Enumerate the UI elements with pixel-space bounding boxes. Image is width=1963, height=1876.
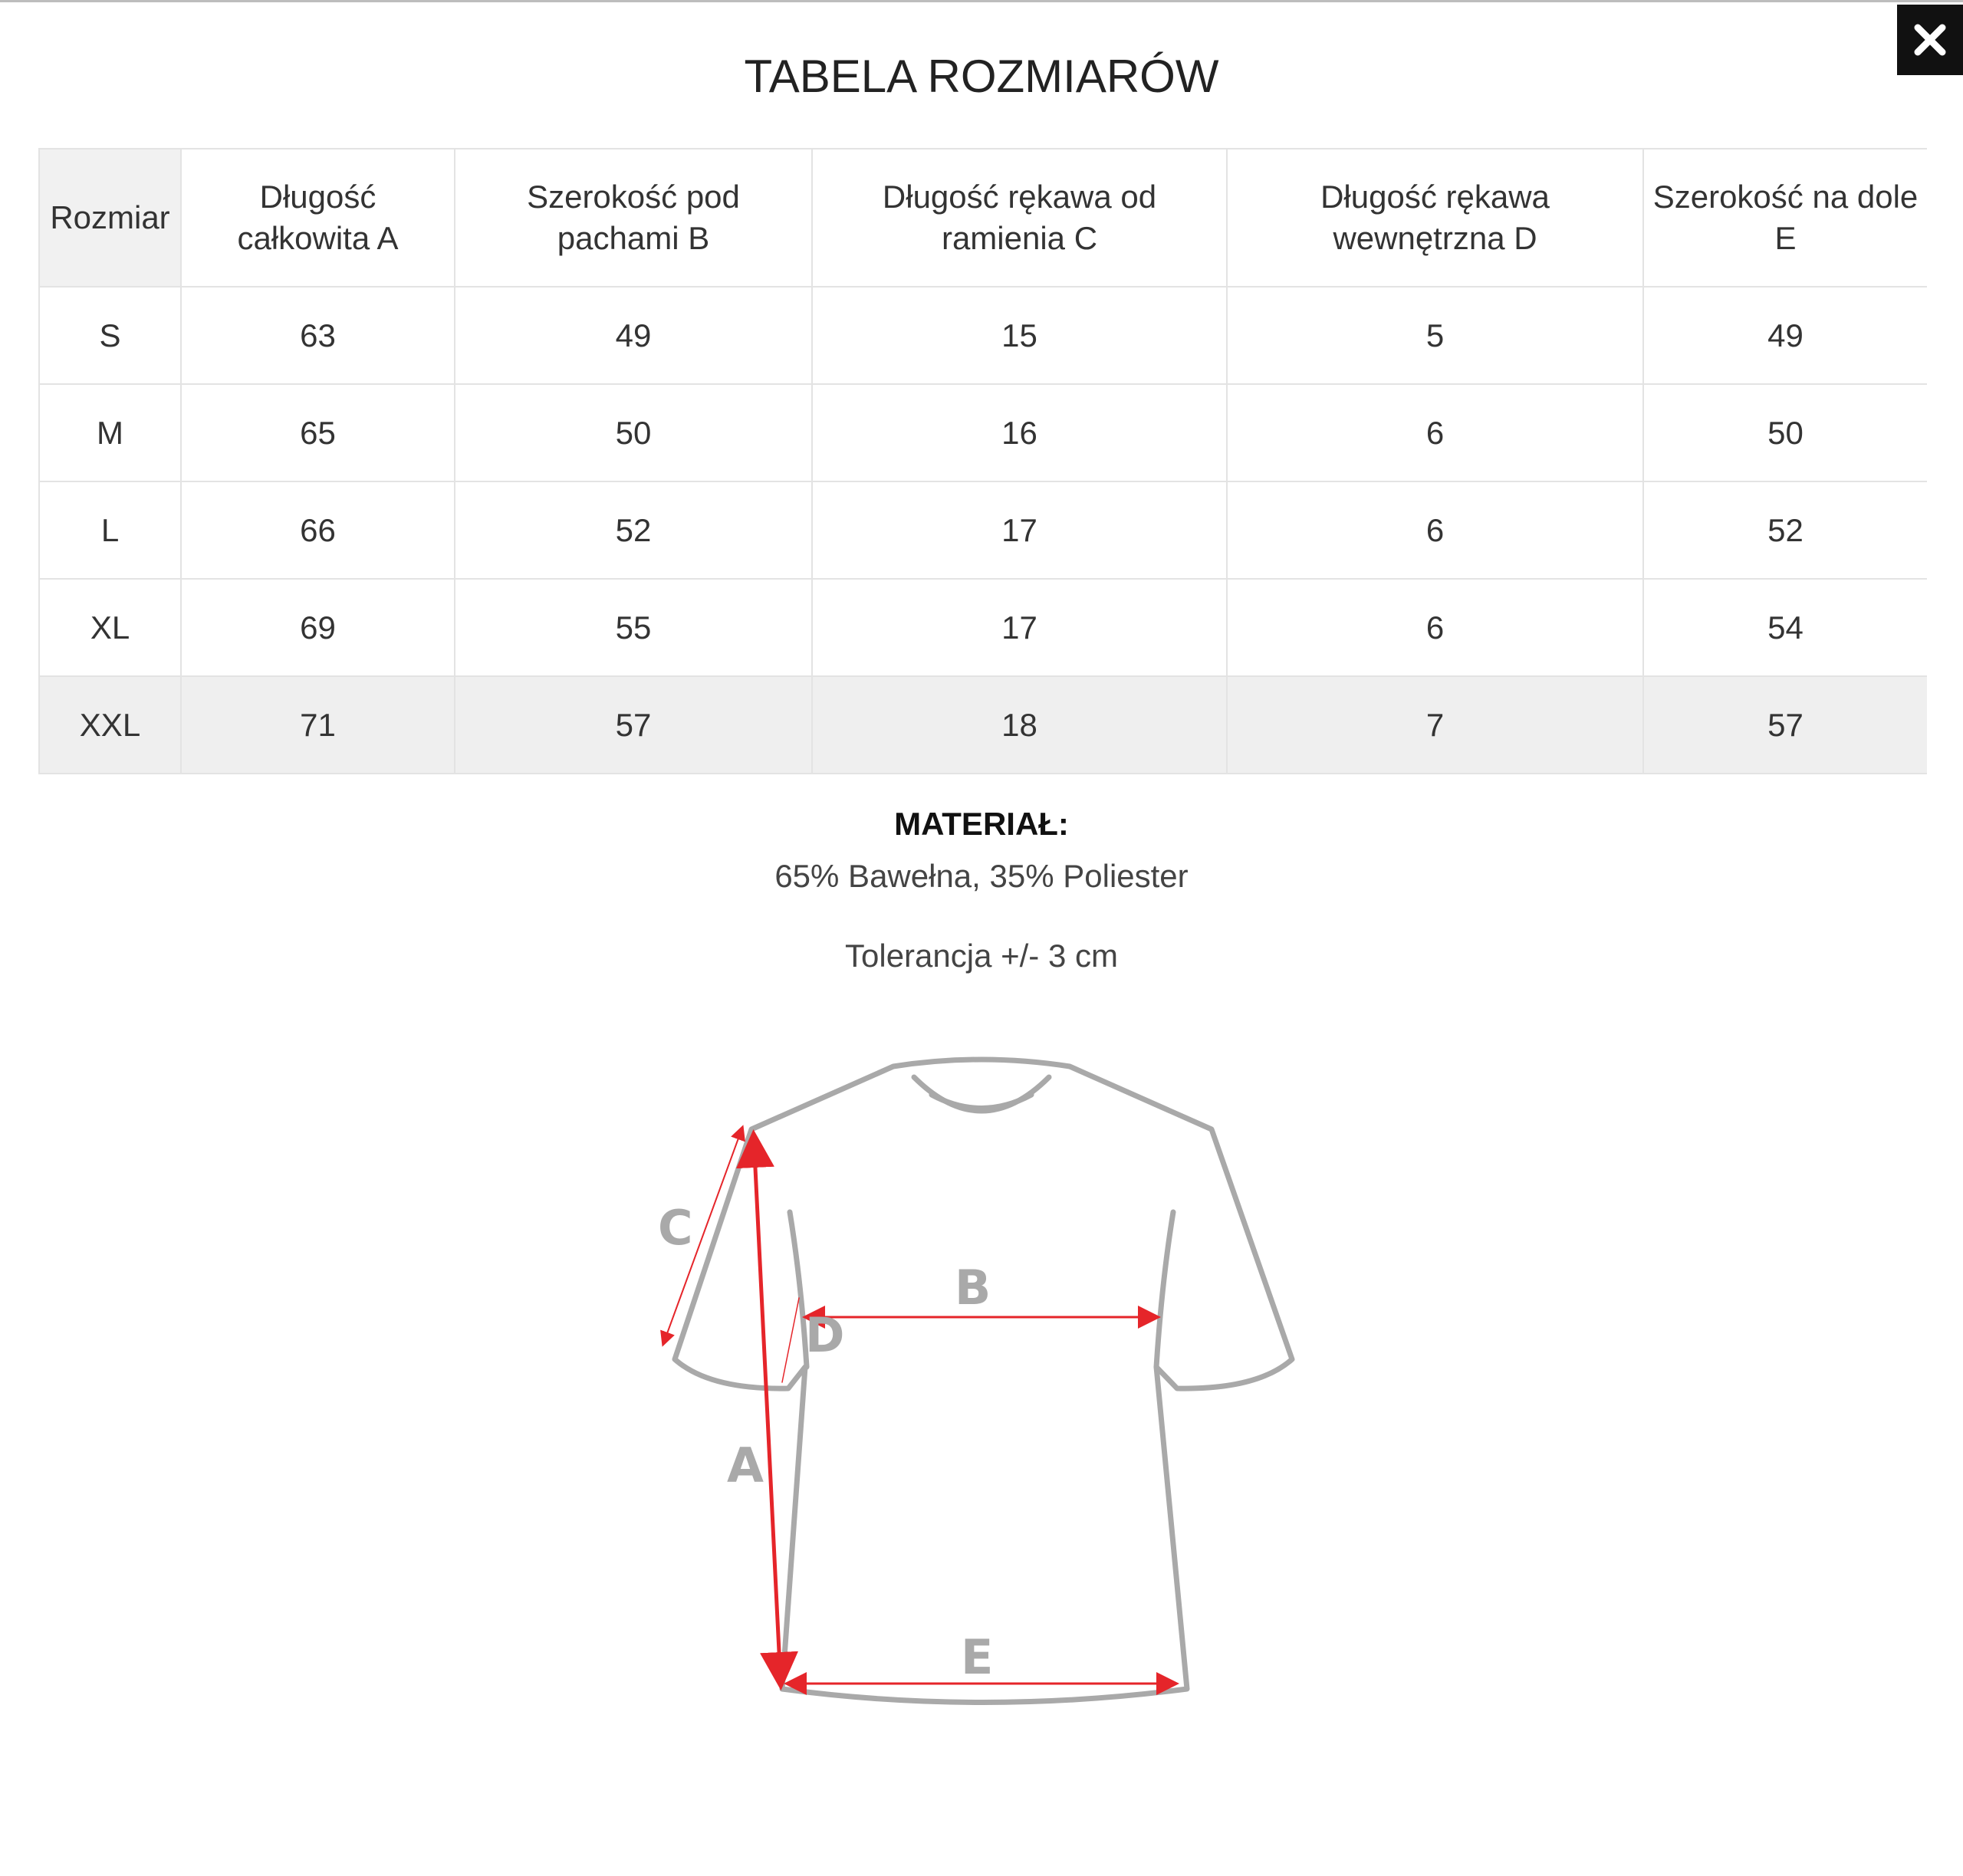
tolerance-note: Tolerancja +/- 3 cm — [845, 938, 1118, 974]
table-cell: 54 — [1643, 579, 1927, 676]
table-cell: XL — [39, 579, 181, 676]
table-cell: 50 — [1643, 384, 1927, 481]
table-cell: 17 — [812, 579, 1227, 676]
table-cell: 57 — [1643, 676, 1927, 774]
table-cell: 5 — [1227, 287, 1643, 384]
table-cell: 49 — [1643, 287, 1927, 384]
modal-title: TABELA ROZMIARÓW — [744, 51, 1219, 102]
table-cell: 17 — [812, 481, 1227, 579]
table-row — [39, 676, 1927, 774]
column-header-size: Rozmiar — [39, 149, 181, 287]
column-header-total-length: Długość całkowita A — [181, 149, 455, 287]
table-cell: 66 — [181, 481, 455, 579]
material-value: 65% Bawełna, 35% Poliester — [774, 858, 1189, 894]
tshirt-measurement-diagram — [629, 1022, 1319, 1743]
table-cell: M — [39, 384, 181, 481]
table-cell: 6 — [1227, 481, 1643, 579]
table-cell: 65 — [181, 384, 455, 481]
table-cell: S — [39, 287, 181, 384]
measurement-arrows — [663, 1128, 1175, 1684]
column-header-sleeve-length-shoulder: Długość rękawa od ramienia C — [812, 149, 1227, 287]
table-cell: 63 — [181, 287, 455, 384]
size-table — [38, 148, 1927, 774]
table-cell: 6 — [1227, 579, 1643, 676]
table-cell: 16 — [812, 384, 1227, 481]
measurement-arrow-a — [754, 1137, 781, 1683]
table-row — [39, 384, 1927, 481]
table-cell: 50 — [455, 384, 812, 481]
measurement-arrow-d — [782, 1298, 799, 1382]
table-header-row — [39, 149, 1927, 287]
table-cell: 71 — [181, 676, 455, 774]
material-label: MATERIAŁ: — [894, 806, 1069, 842]
table-cell: 52 — [1643, 481, 1927, 579]
table-row — [39, 481, 1927, 579]
diagram-label-c: C — [658, 1200, 693, 1256]
table-cell: L — [39, 481, 181, 579]
table-cell: 6 — [1227, 384, 1643, 481]
table-cell: 15 — [812, 287, 1227, 384]
diagram-label-a: A — [727, 1437, 764, 1493]
table-cell: 18 — [812, 676, 1227, 774]
diagram-label-e: E — [961, 1629, 994, 1685]
table-cell: 69 — [181, 579, 455, 676]
table-cell: 55 — [455, 579, 812, 676]
column-header-sleeve-length-inner: Długość rękawa wewnętrzna D — [1227, 149, 1643, 287]
column-header-chest-width: Szerokość pod pachami B — [455, 149, 812, 287]
table-cell: 52 — [455, 481, 812, 579]
table-cell: 49 — [455, 287, 812, 384]
diagram-label-b: B — [955, 1260, 991, 1316]
table-cell: 57 — [455, 676, 812, 774]
table-row — [39, 579, 1927, 676]
diagram-label-d: D — [805, 1307, 845, 1363]
table-row — [39, 287, 1927, 384]
table-cell: XXL — [39, 676, 181, 774]
table-cell: 7 — [1227, 676, 1643, 774]
column-header-bottom-width: Szerokość na dole E — [1643, 149, 1927, 287]
